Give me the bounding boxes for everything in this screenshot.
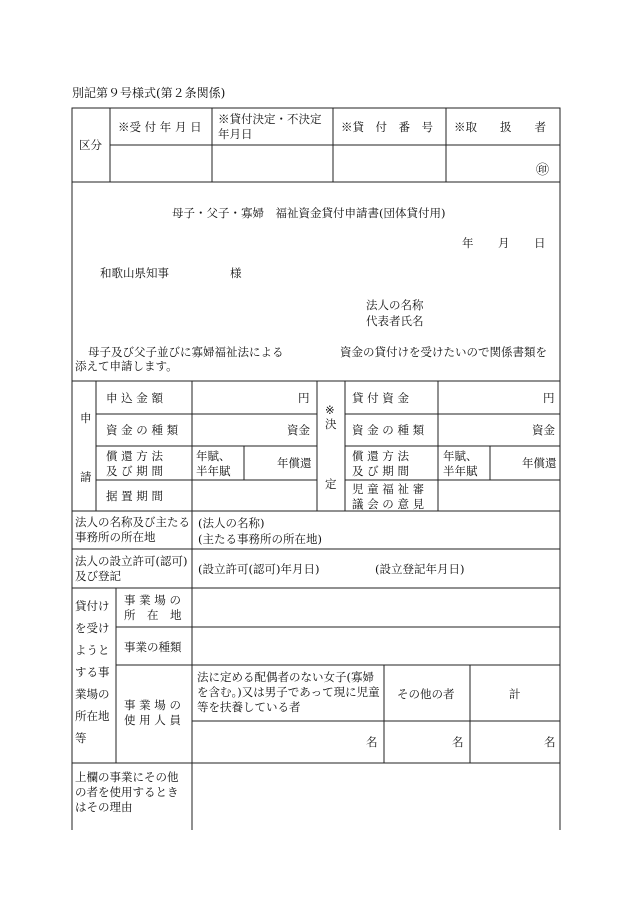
permit-date-field: (設立許可(認可)年月日) bbox=[198, 562, 320, 576]
form-number: 別記第９号様式(第２条関係) bbox=[72, 86, 226, 100]
decided-yen: 円 bbox=[543, 391, 555, 405]
business-side-label: 貸付けを受けようとする事業場の所在地等 bbox=[75, 599, 110, 745]
other-staff-label: その他の者 bbox=[397, 687, 455, 701]
addressee-sama: 様 bbox=[230, 266, 242, 280]
repayment-label: 償 還 方 法 及 び 期 間 bbox=[106, 449, 163, 478]
date-day: 日 bbox=[534, 236, 546, 250]
decision-tei: 定 bbox=[325, 477, 337, 491]
decision-ketsu: 決 bbox=[325, 417, 337, 431]
council-opinion-label: 児 童 福 祉 審 議 会 の 意 見 bbox=[352, 482, 425, 511]
apply-nenpu: 年賦、 半年賦 bbox=[196, 449, 231, 478]
decided-repayment-label: 償 還 方 法 及 び 期 間 bbox=[352, 449, 409, 478]
apply-yen: 円 bbox=[298, 391, 310, 405]
business-type-label: 事業の種類 bbox=[124, 640, 182, 654]
header-loan-number: ※貸 付 番 号 bbox=[341, 120, 433, 134]
apply-fund-suffix: 資金 bbox=[287, 423, 310, 437]
business-staff-label: 事 業 場 の 使 用 人 員 bbox=[124, 698, 181, 727]
kubun-label: 区分 bbox=[79, 138, 102, 152]
header-received-date: ※受 付 年 月 日 bbox=[118, 120, 202, 134]
decision-mark: ※ bbox=[325, 403, 335, 417]
addressee: 和歌山県知事 bbox=[100, 266, 169, 280]
decided-nenpu: 年賦、 半年賦 bbox=[443, 449, 478, 478]
decided-nenshokan: 年償還 bbox=[522, 456, 557, 470]
corp-office-field: (主たる事務所の所在地) bbox=[198, 532, 322, 546]
corp-name-field: (法人の名称) bbox=[198, 516, 265, 530]
header-decision-date: ※貸付決定・不決定年月日 bbox=[218, 112, 322, 141]
application-body-part3: 添えて申請します。 bbox=[75, 359, 178, 373]
decided-fund-type-label: 資 金 の 種 類 bbox=[352, 423, 425, 437]
reason-label: 上欄の事業にその他の者を使用するときはその理由 bbox=[75, 770, 179, 814]
shin-label: 申 bbox=[80, 411, 92, 425]
application-title: 母子・父子・寡婦 福祉資金貸付申請書(団体貸付用) bbox=[172, 206, 446, 220]
header-handler: ※取 扱 者 bbox=[454, 120, 546, 134]
corp-name-label: 法人の名称 bbox=[366, 298, 424, 312]
fund-type-label: 資 金 の 種 類 bbox=[106, 423, 179, 437]
single-parent-count-unit: 名 bbox=[366, 735, 378, 749]
rep-name-label: 代表者氏名 bbox=[366, 314, 424, 328]
permit-label: 法人の設立許可(認可)及び登記 bbox=[75, 554, 188, 583]
application-body-part1: 母子及び父子並びに寡婦福祉法による bbox=[88, 345, 284, 359]
application-body-part2: 資金の貸付けを受けたいので関係書類を bbox=[340, 345, 547, 359]
seal-mark: ㊞ bbox=[536, 163, 550, 178]
single-parent-staff-label: 法に定める配偶者のない女子(寡婦を含む。)又は男子であって現に児童等を扶養している者 bbox=[197, 670, 380, 714]
apply-amount-label: 申 込 金 額 bbox=[106, 391, 163, 405]
total-staff-label: 計 bbox=[509, 687, 521, 701]
date-month: 月 bbox=[498, 236, 510, 250]
deferment-label: 据 置 期 間 bbox=[106, 489, 163, 503]
loan-fund-label: 貸 付 資 金 bbox=[352, 391, 409, 405]
corp-info-label: 法人の名称及び主たる事務所の所在地 bbox=[75, 515, 190, 544]
apply-nenshokan: 年償還 bbox=[277, 456, 312, 470]
sei-label: 請 bbox=[80, 470, 92, 484]
decided-fund-suffix: 資金 bbox=[532, 423, 555, 437]
total-count-unit: 名 bbox=[544, 735, 556, 749]
register-date-field: (設立登記年月日) bbox=[375, 562, 465, 576]
business-location-label: 事 業 場 の 所 在 地 bbox=[124, 593, 182, 622]
other-count-unit: 名 bbox=[452, 735, 464, 749]
date-year: 年 bbox=[462, 236, 474, 250]
